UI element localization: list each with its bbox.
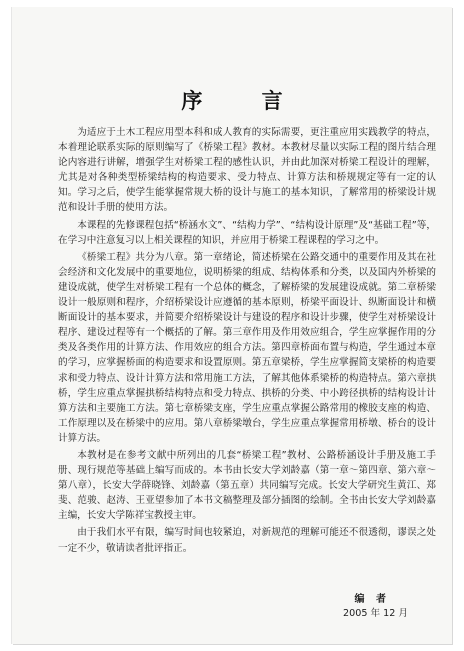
document-page (12, 7, 452, 644)
paragraph-apology: 由于我们水平有限，编写时间也较紧迫，对新规范的理解可能还不很透彻，谬误之处一定不少，敬请读者批评指正。 (58, 527, 436, 554)
author-signature: 编 者 (354, 594, 390, 605)
date-line: 2005 年 12 月 (343, 608, 408, 619)
paragraph-prerequisites: 本课程的先修课程包括“桥涵水文”、“结构力学”、“结构设计原理”及“基础工程”等，在学习中注意复习以上相关课程的知识，并应用于桥梁工程课程的学习之中。 (58, 219, 436, 246)
paragraph-authorship: 本教材是在参考文献中所列出的几套“桥梁工程”教材、公路桥涵设计手册及施工手册、现行规范等基础上编写而成的。本书由长安大学刘龄嘉（第一章～第四章、第六章～第八章），长安大学薛晓锋、刘龄嘉（第五章）共同编写完成。长安大学研究生黄江、郑斐、范骏、赵涛、王亚望参加了本书文稿整理及部分插图的绘制。全书由长安大学刘龄嘉主编，长安大学陈祥宝教授主审。 (58, 449, 436, 522)
paragraph-purpose: 为适应于土木工程应用型本科和成人教育的实际需要，更注重应用实践教学的特点，本着理论联系实际的原则编写了《桥梁工程》教材。本教材尽量以实际工程的图片结合理论内容进行讲解，增强学生对桥梁工程的感性认识，并由此加深对桥梁工程设计的理解，尤其是对各种类型桥梁结构的构造要求、受力特点、计算方法和桥规规定等有一定的认知。学习之后，使学生能掌握常规大桥的设计与施工的基本知识，了解常用的桥梁设计规范和设计手册的使用方法。 (58, 127, 436, 214)
paragraph-chapters: 《桥梁工程》共分为八章。第一章绪论，简述桥梁在公路交通中的重要作用及其在社会经济和文化发展中的重要地位，说明桥梁的组成、结构体系和分类，以及国内外桥梁的建设成就，使学生对桥梁工程有一个总体的概念，了解桥梁的发展建设成就。第二章桥梁设计一般原则和程序，介绍桥梁设计应遵循的基本原则，桥梁平面设计、纵断面设计和横断面设计的基本要求，并简要介绍桥梁设计与建设的程序和设计步骤，使学生对桥梁设计程序、建设过程等有一个概括的了解。第三章作用及作用效应组合，学生应掌握作用的分类及各类作用的计算方法、作用效应的组合方法。第四章桥面布置与构造，学生通过本章的学习，应掌握桥面的构造要求和设置原则。第五章梁桥，学生应掌握简支梁桥的构造要求和受力特点、设计计算方法和常用施工方法，了解其他体系梁桥的构造特点。第六章拱桥，学生应重点掌握拱桥结构特点和受力特点、拱桥的分类、中小跨径拱桥的结构设计计算方法和主要施工方法。第七章桥梁支座，学生应重点掌握公路常用的橡胶支座的构造、工作原理以及在桥梁中的应用。第八章桥梁墩台，学生应重点掌握常用桥墩、桥台的设计计算方法。 (58, 251, 436, 444)
preface-body (58, 125, 436, 558)
page-title: 序 言 (181, 88, 309, 113)
